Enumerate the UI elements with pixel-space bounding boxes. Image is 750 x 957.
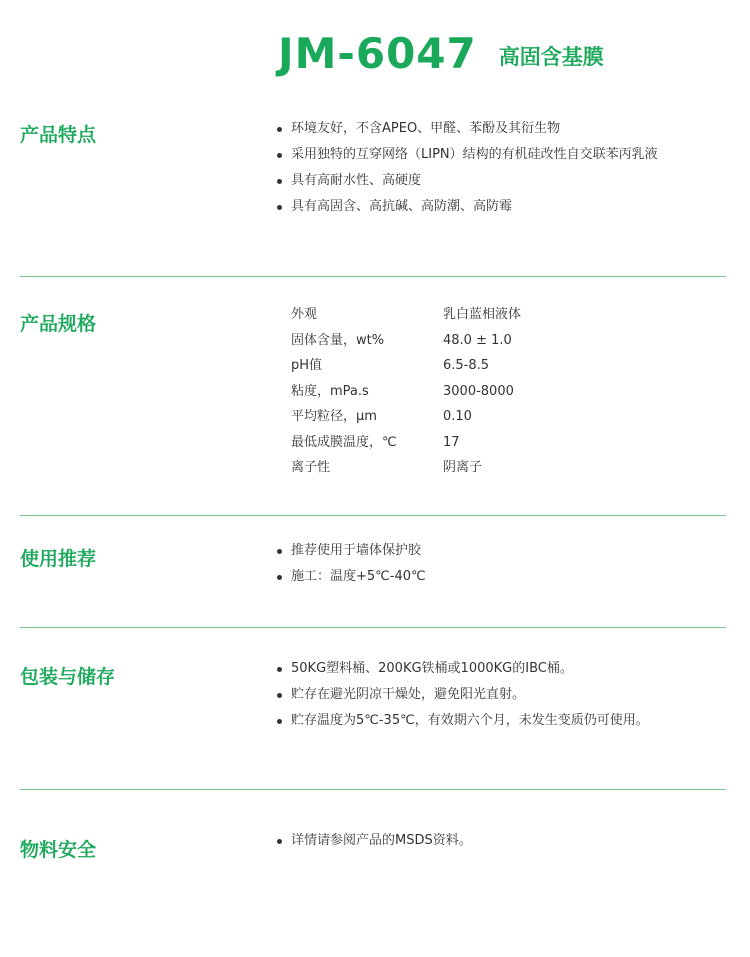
safety-list <box>276 828 472 854</box>
bullet-icon <box>277 693 282 698</box>
table-row <box>291 430 521 456</box>
usage-title: 使用推荐 <box>20 548 97 570</box>
list-item <box>276 194 658 220</box>
model-number: JM-6047 <box>278 28 477 78</box>
section-divider <box>20 276 726 277</box>
table-row <box>291 379 521 405</box>
table-row <box>291 353 521 379</box>
bullet-icon <box>277 179 282 184</box>
feature-text: 采用独特的互穿网络（LIPN）结构的有机硅改性自交联苯丙乳液 <box>291 147 658 162</box>
spec-name: 外观 <box>291 307 318 322</box>
spec-value: 17 <box>443 434 460 450</box>
spec-value: 48.0 ± 1.0 <box>443 332 512 348</box>
features-list <box>276 116 658 220</box>
packaging-text: 50KG塑料桶、200KG铁桶或1000KG的IBC桶。 <box>291 661 573 676</box>
table-row <box>291 455 521 481</box>
spec-value: 6.5-8.5 <box>443 358 490 373</box>
usage-text: 施工：温度+5℃-40℃ <box>291 569 426 584</box>
specs-title: 产品规格 <box>20 313 97 335</box>
spec-name: 固体含量，wt% <box>291 332 385 348</box>
bullet-icon <box>277 719 282 724</box>
safety-title: 物料安全 <box>20 839 97 861</box>
packaging-title: 包装与储存 <box>20 666 116 688</box>
bullet-icon <box>277 575 282 580</box>
table-row <box>291 328 521 354</box>
spec-name: pH值 <box>291 358 323 373</box>
list-item <box>276 142 658 168</box>
spec-value: 乳白蓝相液体 <box>443 307 522 322</box>
section-divider <box>20 515 726 516</box>
bullet-icon <box>277 205 282 210</box>
table-row <box>291 404 521 430</box>
safety-text: 详情请参阅产品的MSDS资料。 <box>291 833 472 848</box>
usage-text: 推荐使用于墙体保护胶 <box>291 543 422 558</box>
bullet-icon <box>277 153 282 158</box>
specs-table <box>291 302 521 481</box>
packaging-text: 贮存温度为5℃-35℃，有效期六个月，未发生变质仍可使用。 <box>291 713 649 728</box>
list-item <box>276 682 649 708</box>
bullet-icon <box>277 839 282 844</box>
section-divider <box>20 789 726 790</box>
spec-name: 离子性 <box>291 460 331 475</box>
spec-name: 平均粒径，μm <box>291 409 377 424</box>
features-title: 产品特点 <box>20 124 97 146</box>
bullet-icon <box>277 667 282 672</box>
spec-value: 0.10 <box>443 409 472 424</box>
bullet-icon <box>277 549 282 554</box>
list-item <box>276 168 658 194</box>
table-row <box>291 302 521 328</box>
list-item <box>276 828 472 854</box>
document-header <box>278 28 604 78</box>
packaging-list <box>276 656 649 734</box>
list-item <box>276 116 658 142</box>
usage-list <box>276 538 426 590</box>
product-name: 高固含基膜 <box>498 45 604 69</box>
spec-name: 粘度，mPa.s <box>291 383 369 399</box>
bullet-icon <box>277 127 282 132</box>
list-item <box>276 656 649 682</box>
feature-text: 具有高固含、高抗碱、高防潮、高防霉 <box>291 199 513 214</box>
spec-name: 最低成膜温度，℃ <box>291 434 397 450</box>
spec-value: 3000-8000 <box>443 383 514 399</box>
packaging-text: 贮存在避光阴凉干燥处，避免阳光直射。 <box>291 687 526 702</box>
section-divider <box>20 627 726 628</box>
list-item <box>276 564 426 590</box>
list-item <box>276 708 649 734</box>
spec-value: 阴离子 <box>443 460 483 475</box>
list-item <box>276 538 426 564</box>
feature-text: 具有高耐水性、高硬度 <box>291 173 422 188</box>
feature-text: 环境友好，不含APEO、甲醛、苯酚及其衍生物 <box>291 121 561 136</box>
